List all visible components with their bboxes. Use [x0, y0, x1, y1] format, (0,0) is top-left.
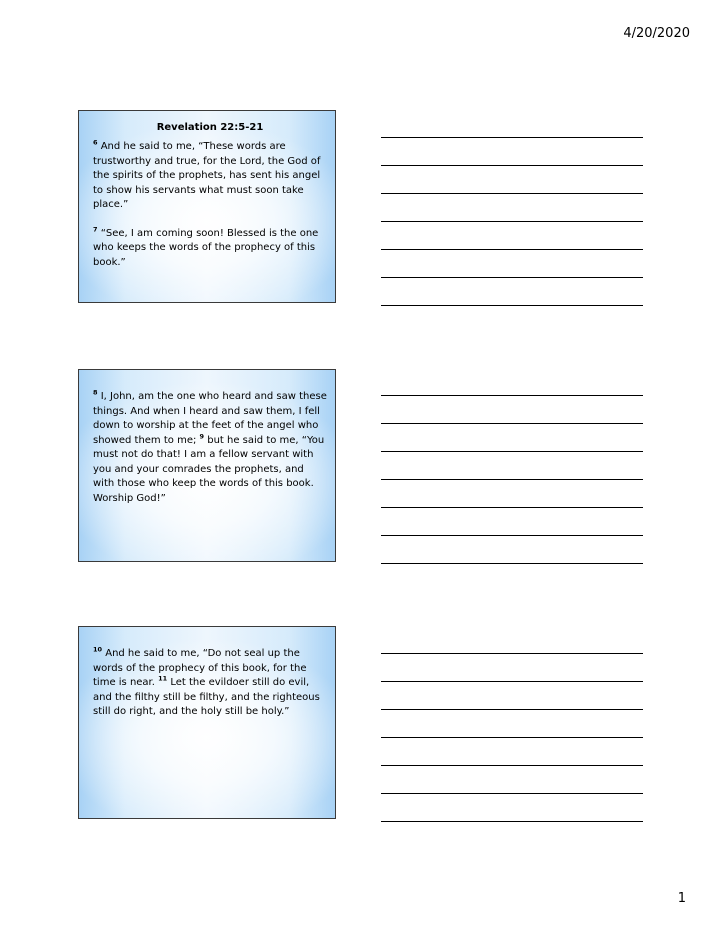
verse-paragraph	[93, 647, 327, 720]
verse-text: Let the evildoer still do evil, and the filthy still be filthy, and the righteous still do right, and the holy still be holy.”	[93, 677, 320, 717]
slide-1	[78, 110, 336, 303]
verse-number: 11	[158, 674, 168, 683]
verse-number: 7	[93, 225, 98, 234]
page-date: 4/20/2020	[623, 26, 690, 41]
note-line	[381, 682, 643, 710]
note-line	[381, 194, 643, 222]
note-line	[381, 110, 643, 138]
verse-text: And he said to me, “Do not seal up the words of the prophecy of this book, for the time is near.	[93, 648, 307, 688]
verse-number: 6	[93, 138, 98, 147]
note-line	[381, 278, 643, 306]
verse-paragraph	[93, 227, 327, 271]
note-line	[381, 766, 643, 794]
note-line	[381, 166, 643, 194]
verse-number: 10	[93, 645, 103, 654]
verse-text: but he said to me, “You must not do that! I am a fellow servant with you and your comrades the prophets, and with those who keep the words of this book. Worship God!”	[93, 434, 325, 504]
notes-lines-1	[381, 110, 643, 306]
note-line	[381, 480, 643, 508]
verse-paragraph	[93, 140, 327, 213]
note-line	[381, 396, 643, 424]
note-line	[381, 424, 643, 452]
slide-title: Revelation 22:5-21	[156, 122, 264, 133]
notes-lines-2	[381, 368, 643, 564]
note-line	[381, 794, 643, 822]
slide-3	[78, 626, 336, 819]
note-line	[381, 222, 643, 250]
notes-lines-3	[381, 626, 643, 822]
note-line	[381, 250, 643, 278]
slide-2	[78, 369, 336, 562]
verse-number: 8	[93, 388, 98, 397]
note-line	[381, 626, 643, 654]
note-line	[381, 654, 643, 682]
note-line	[381, 536, 643, 564]
note-line	[381, 138, 643, 166]
verse-text: I, John, am the one who heard and saw these things. And when I heard and saw them, I fell down to worship at the feet of the angel who showed them to me;	[93, 391, 327, 446]
note-line	[381, 508, 643, 536]
verse-paragraph	[93, 390, 327, 506]
verse-text: And he said to me, “These words are trustworthy and true, for the Lord, the God of the spirits of the prophets, has sent his angel to show his servants what must soon take place.”	[93, 141, 321, 210]
page-number: 1	[677, 891, 686, 906]
note-line	[381, 710, 643, 738]
verse-text: “See, I am coming soon! Blessed is the one who keeps the words of the prophecy of this book.”	[93, 227, 319, 268]
note-line	[381, 452, 643, 480]
note-line	[381, 368, 643, 396]
note-line	[381, 738, 643, 766]
verse-number: 9	[199, 432, 205, 441]
